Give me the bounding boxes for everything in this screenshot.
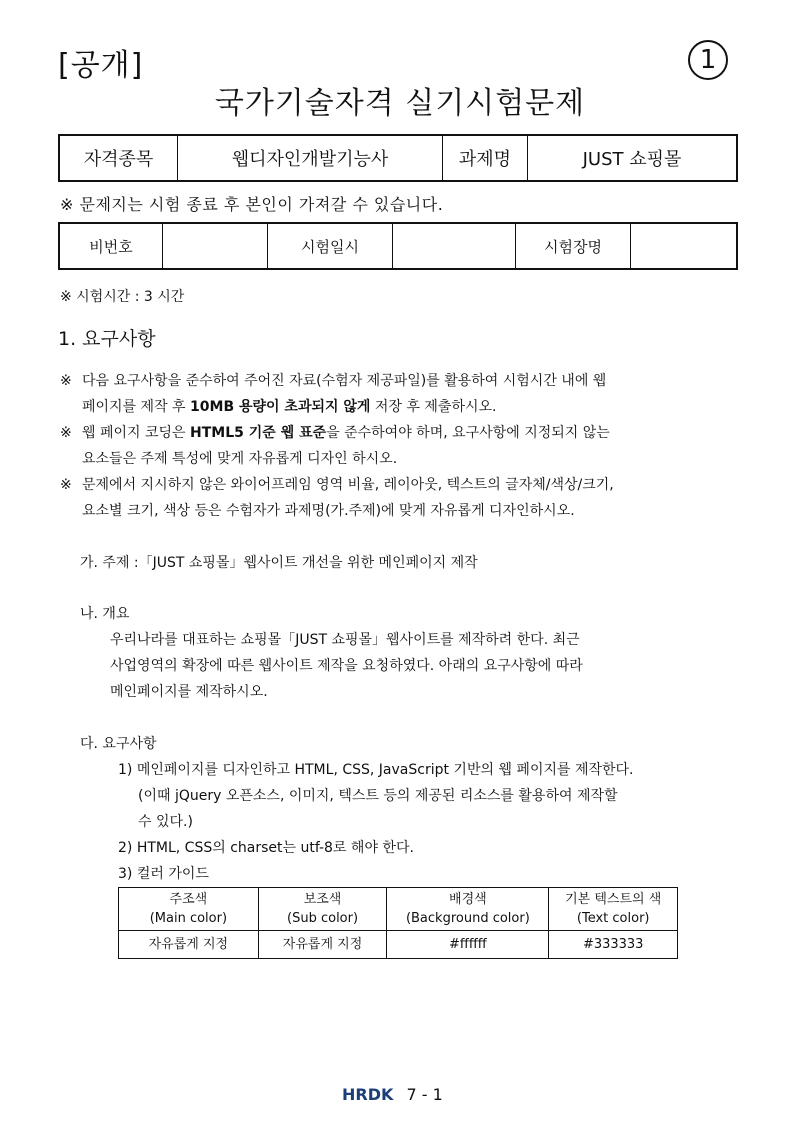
requirement-3: 3) 컬러 가이드 <box>118 866 209 882</box>
color-header-text-ko: 기본 텍스트의 색 <box>565 892 662 907</box>
rule-2-bold: HTML5 기준 웹 표준 <box>190 425 327 441</box>
page-number-badge: 1 <box>688 40 728 80</box>
overview-heading: 나. 개요 <box>80 606 130 622</box>
id-value <box>163 223 268 269</box>
exam-time-note: ※ 시험시간 : 3 시간 <box>60 289 185 305</box>
rule-1 <box>60 368 607 420</box>
color-value-main: 자유롭게 지정 <box>119 931 259 959</box>
rule-3-line-1: 문제에서 지시하지 않은 와이어프레임 영역 비율, 레이아웃, 텍스트의 글자체/색상/크기, <box>82 477 614 493</box>
rule-1-line-1: 다음 요구사항을 준수하여 주어진 자료(수험자 제공파일)를 활용하여 시험시간 내에 웹 <box>82 373 607 389</box>
overview-line-3: 메인페이지를 제작하시오. <box>110 684 268 700</box>
color-value-sub: 자유롭게 지정 <box>258 931 387 959</box>
overview-line-1: 우리나라를 대표하는 쇼핑몰「JUST 쇼핑몰」웹사이트를 제작하려 한다. 최근 <box>110 632 580 648</box>
qual-value: 웹디자인개발기능사 <box>178 135 443 181</box>
rule-1-bold: 10MB 용량이 초과되지 않게 <box>190 399 371 415</box>
rule-2-line-2: 요소들은 주제 특성에 맞게 자유롭게 디자인 하시오. <box>82 451 398 467</box>
requirement-2: 2) HTML, CSS의 charset는 utf-8로 해야 한다. <box>118 840 414 856</box>
color-guide-table <box>118 887 678 959</box>
overview-line-2: 사업영역의 확장에 따른 웹사이트 제작을 요청하였다. 아래의 요구사항에 따라 <box>110 658 583 674</box>
color-header-bg-ko: 배경색 <box>449 892 487 907</box>
requirement-1-line-2: (이때 jQuery 오픈소스, 이미지, 텍스트 등의 제공된 리소스를 활용하여 제작할 <box>138 788 618 804</box>
color-header-sub-en: (Sub color) <box>287 911 359 926</box>
date-value <box>393 223 516 269</box>
color-header-main <box>119 888 259 931</box>
rule-1-line-2 <box>82 394 606 420</box>
rule-3-mark: ※ <box>60 477 72 493</box>
rule-3-line-2: 요소별 크기, 색상 등은 수험자가 과제명(가.주제)에 맞게 자유롭게 디자인하시오. <box>82 503 575 519</box>
color-header-main-en: (Main color) <box>149 911 228 926</box>
task-value: JUST 쇼핑몰 <box>528 135 738 181</box>
task-label: 과제명 <box>443 135 528 181</box>
rule-2-mark: ※ <box>60 425 72 441</box>
rule-2-text: 웹 페이지 코딩은 <box>82 425 191 441</box>
take-home-notice: ※ 문제지는 시험 종료 후 본인이 가져갈 수 있습니다. <box>60 195 444 214</box>
footer-page-number: 7 - 1 <box>406 1085 443 1104</box>
color-header-sub-ko: 보조색 <box>303 892 342 907</box>
color-header-text-en: (Text color) <box>576 911 650 926</box>
requirement-1-line-1: 1) 메인페이지를 디자인하고 HTML, CSS, JavaScript 기반의 웹 페이지를 제작한다. <box>118 762 634 778</box>
rule-1-text-end: 저장 후 제출하시오. <box>370 399 497 415</box>
date-label: 시험일시 <box>268 223 393 269</box>
hrdk-logo: HRDK <box>342 1085 394 1104</box>
qual-label: 자격종목 <box>59 135 178 181</box>
public-tag: [공개] <box>58 48 144 83</box>
id-label: 비번호 <box>59 223 163 269</box>
color-guide-header-row <box>119 888 678 931</box>
place-label: 시험장명 <box>516 223 631 269</box>
section-title: 1. 요구사항 <box>58 328 156 350</box>
color-header-sub <box>258 888 387 931</box>
color-header-text <box>549 888 678 931</box>
color-header-main-ko: 주조색 <box>169 892 208 907</box>
rule-2-text-end: 을 준수하여야 하며, 요구사항에 지정되지 않는 <box>326 425 610 441</box>
color-value-bg: #ffffff <box>387 931 549 959</box>
requirements-heading: 다. 요구사항 <box>80 736 157 752</box>
color-header-bg <box>387 888 549 931</box>
color-value-text: #333333 <box>549 931 678 959</box>
page-title: 국가기술자격 실기시험문제 <box>214 86 586 121</box>
color-guide-value-row <box>119 931 678 959</box>
rule-1-mark: ※ <box>60 373 72 389</box>
place-value <box>631 223 738 269</box>
requirement-1-line-3: 수 있다.) <box>138 814 193 830</box>
qualification-table <box>58 134 738 182</box>
rule-1-text: 페이지를 제작 후 <box>82 399 191 415</box>
rule-2-line-1 <box>82 420 610 446</box>
rule-2 <box>60 420 610 472</box>
color-header-bg-en: (Background color) <box>405 911 530 926</box>
exam-info-table <box>58 222 738 270</box>
footer <box>342 1085 443 1104</box>
rule-3 <box>60 472 614 524</box>
subject-line: 가. 주제 :「JUST 쇼핑몰」웹사이트 개선을 위한 메인페이지 제작 <box>80 555 478 571</box>
